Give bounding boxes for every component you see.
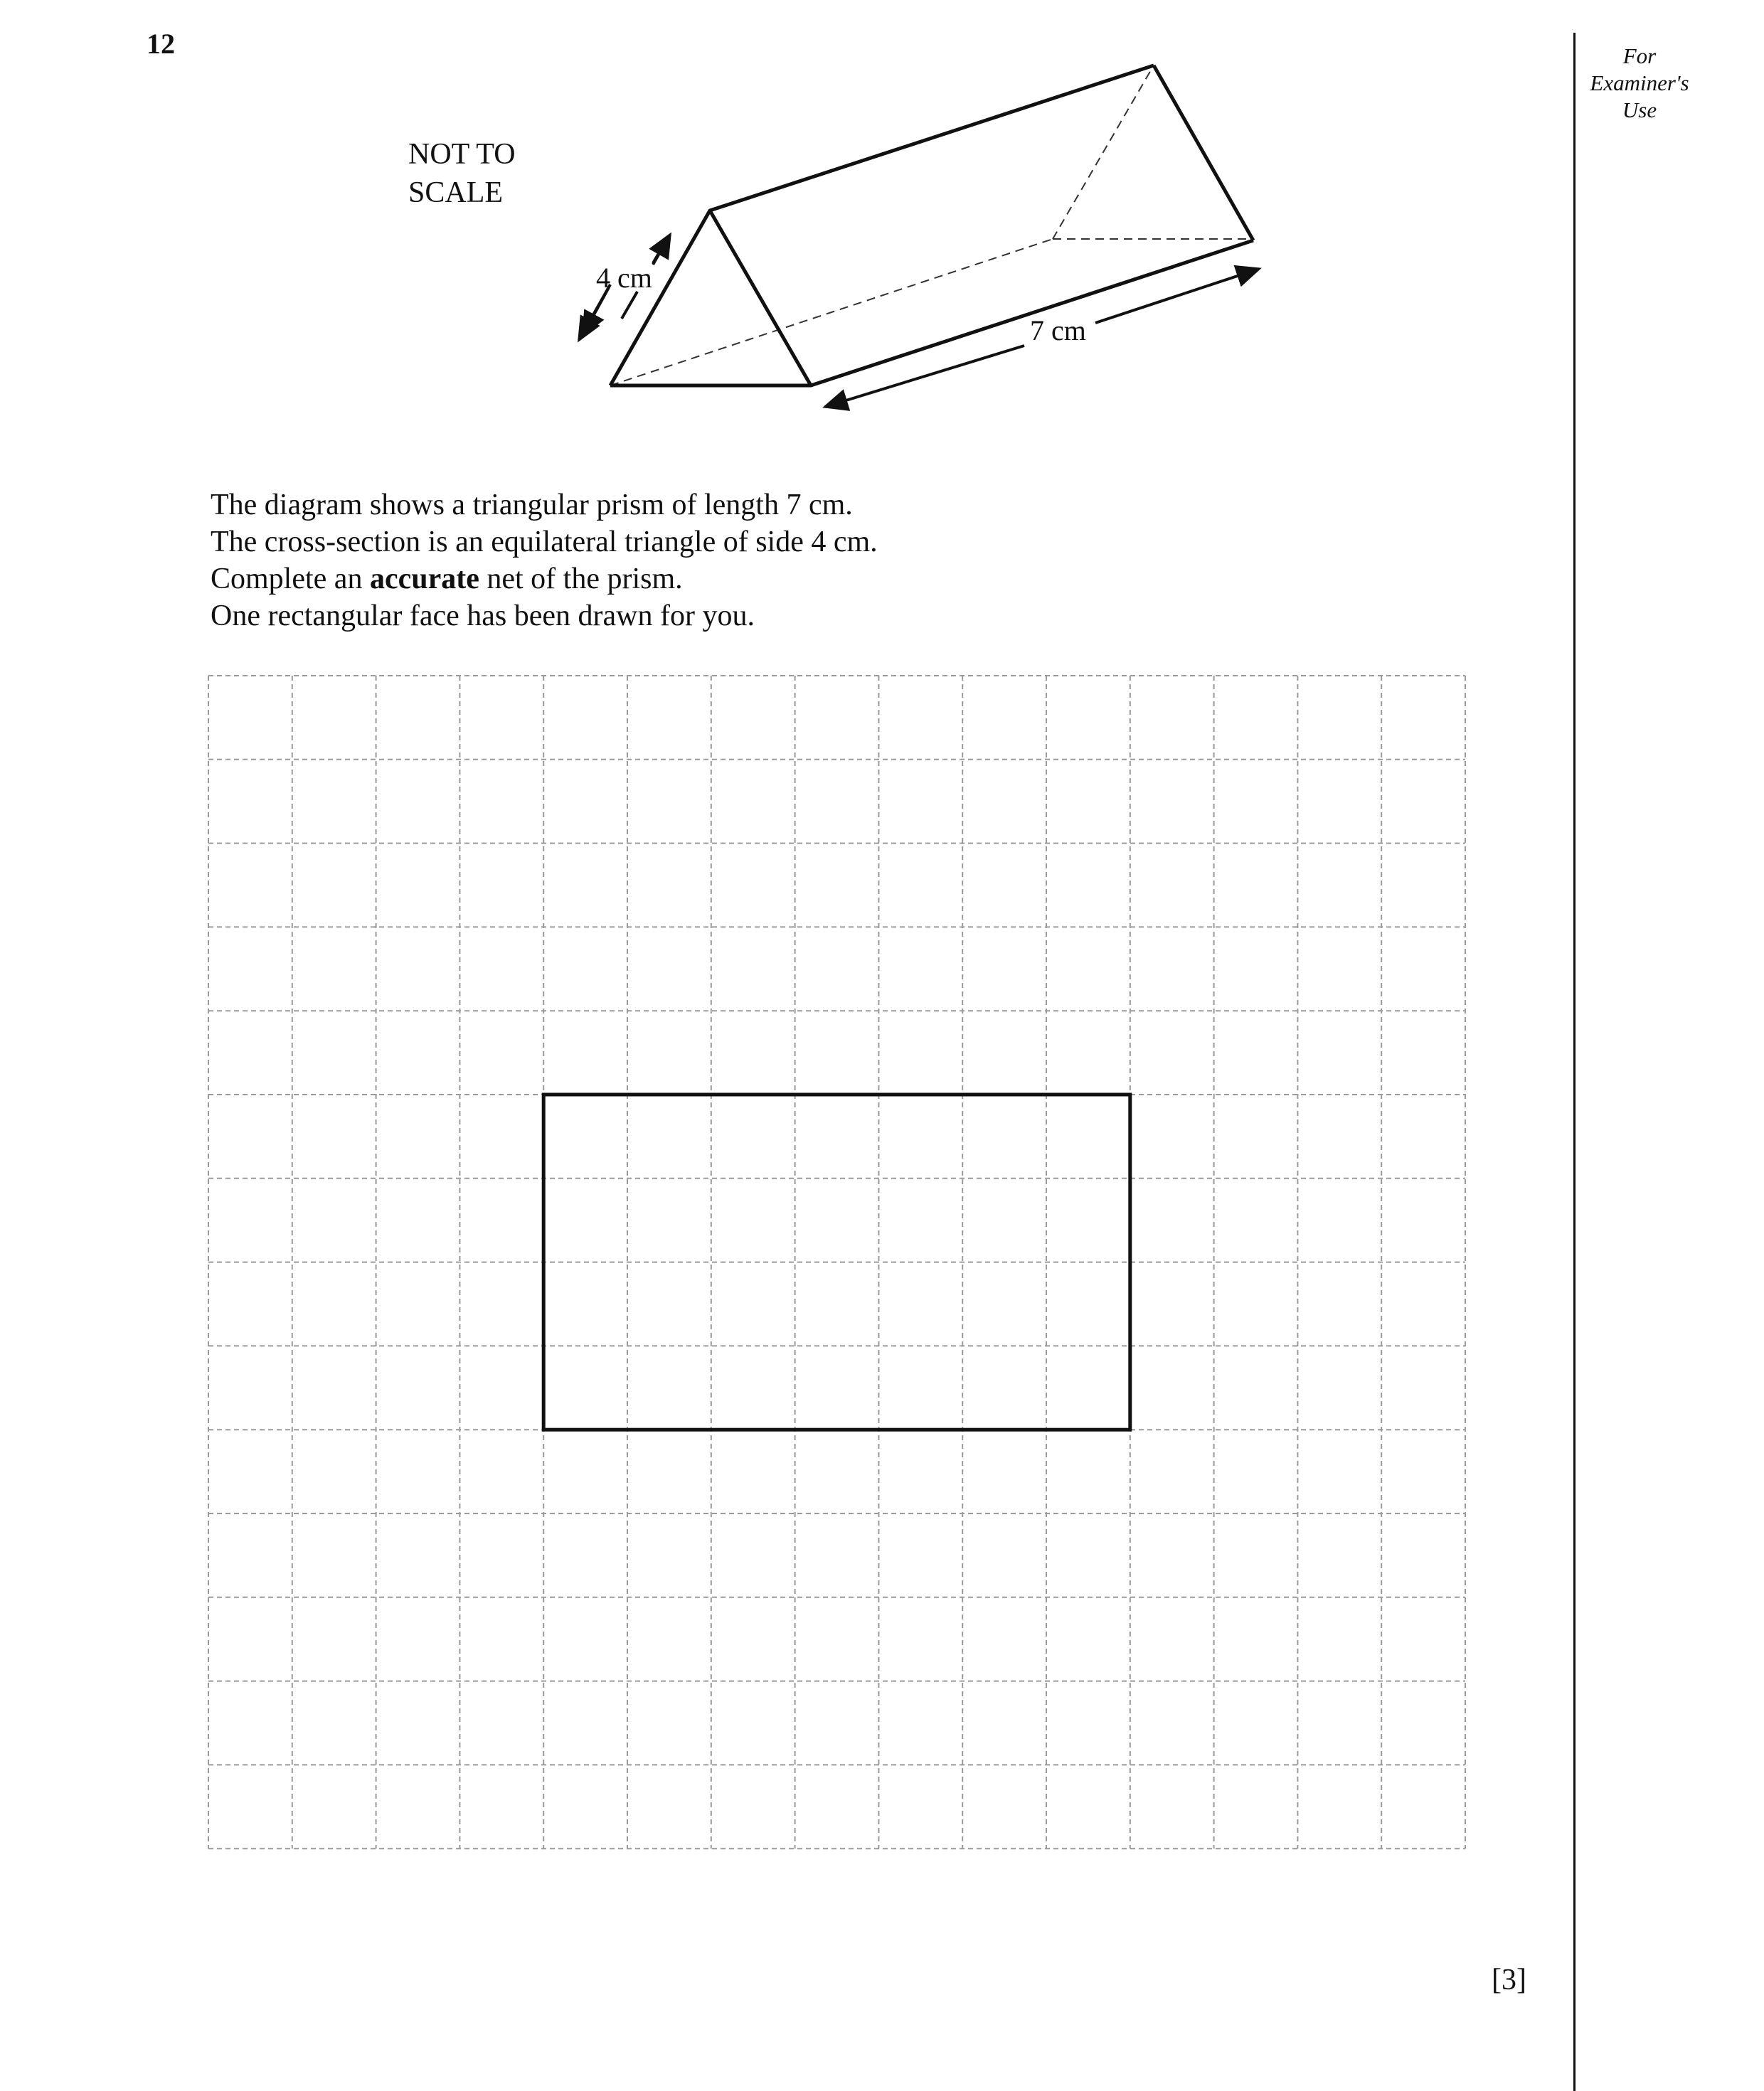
grid-lines	[208, 676, 1465, 1848]
prism-length-label: 7 cm	[1030, 314, 1086, 346]
examiner-label-line-3: Use	[1622, 97, 1657, 122]
question-line-3-end: net of the prism.	[479, 563, 683, 595]
question-line-2: The cross-section is an equilateral triangle of side 4 cm.	[211, 526, 878, 558]
page-number: 12	[147, 28, 175, 60]
side-length-label: 4 cm	[596, 262, 652, 294]
marks-allocation: [3]	[1492, 1964, 1526, 1996]
question-emphasis: accurate	[369, 563, 479, 595]
question-line-1: The diagram shows a triangular prism of length 7 cm.	[211, 489, 853, 521]
question-line-4: One rectangular face has been drawn for you.	[211, 600, 755, 632]
question-line-3-start: Complete an	[211, 563, 370, 595]
examiner-label-line-1: For	[1622, 43, 1657, 68]
examiner-label-line-2: Examiner's	[1590, 70, 1689, 95]
scale-note-line-2: SCALE	[408, 176, 504, 209]
scale-note-line-1: NOT TO	[408, 138, 516, 171]
